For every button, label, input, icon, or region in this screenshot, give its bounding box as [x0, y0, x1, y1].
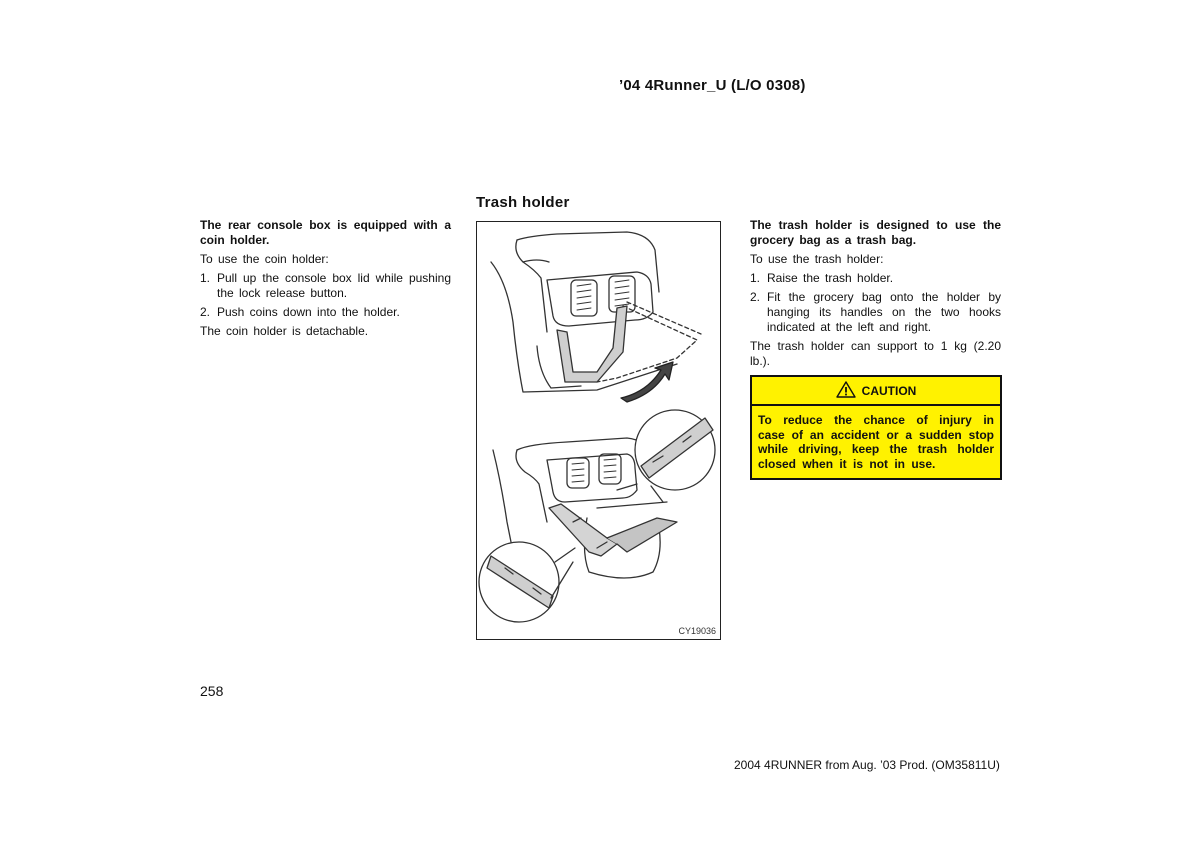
page-number: 258 [200, 683, 224, 699]
step-text: Push coins down into the holder. [217, 305, 400, 319]
warning-triangle-icon [836, 381, 856, 401]
coin-holder-lead: To use the coin holder: [200, 252, 329, 266]
step-text: Pull up the console box lid while pushing the lock release button. [217, 271, 451, 300]
console-trash-holder-drawing [477, 222, 720, 639]
caution-box [750, 375, 1002, 480]
right-column [750, 218, 1001, 373]
trash-holder-illustration [476, 221, 721, 640]
trash-holder-steps [750, 271, 1001, 335]
list-item [200, 305, 451, 320]
figure-code: CY19036 [678, 626, 716, 636]
left-column [200, 218, 451, 343]
step-text: Raise the trash holder. [767, 271, 894, 285]
step-number: 2. [200, 305, 211, 319]
step-number: 1. [200, 271, 211, 285]
list-item [750, 290, 1001, 335]
list-item [200, 271, 451, 301]
step-text: Fit the grocery bag onto the holder by hanging its handles on the two hooks indicated at the left and right. [767, 290, 1001, 334]
caution-text: To reduce the chance of injury in case of an accident or a sudden stop while driving, keep the trash holder closed when it is not in use. [758, 413, 994, 471]
step-number: 2. [750, 290, 761, 304]
trash-holder-lead: To use the trash holder: [750, 252, 884, 266]
coin-holder-note: The coin holder is detachable. [200, 324, 369, 338]
caution-header [752, 377, 1000, 406]
section-title: Trash holder [476, 194, 570, 211]
trash-holder-intro: The trash holder is designed to use the grocery bag as a trash bag. [750, 218, 1001, 247]
list-item [750, 271, 1001, 286]
step-number: 1. [750, 271, 761, 285]
coin-holder-intro: The rear console box is equipped with a coin holder. [200, 218, 451, 247]
caution-label: CAUTION [861, 383, 917, 398]
trash-holder-note: The trash holder can support to 1 kg (2.20 lb.). [750, 339, 1001, 368]
document-footer: 2004 4RUNNER from Aug. ’03 Prod. (OM35811U) [734, 758, 1000, 772]
coin-holder-steps [200, 271, 451, 320]
document-header-title: ’04 4Runner_U (L/O 0308) [619, 77, 806, 94]
